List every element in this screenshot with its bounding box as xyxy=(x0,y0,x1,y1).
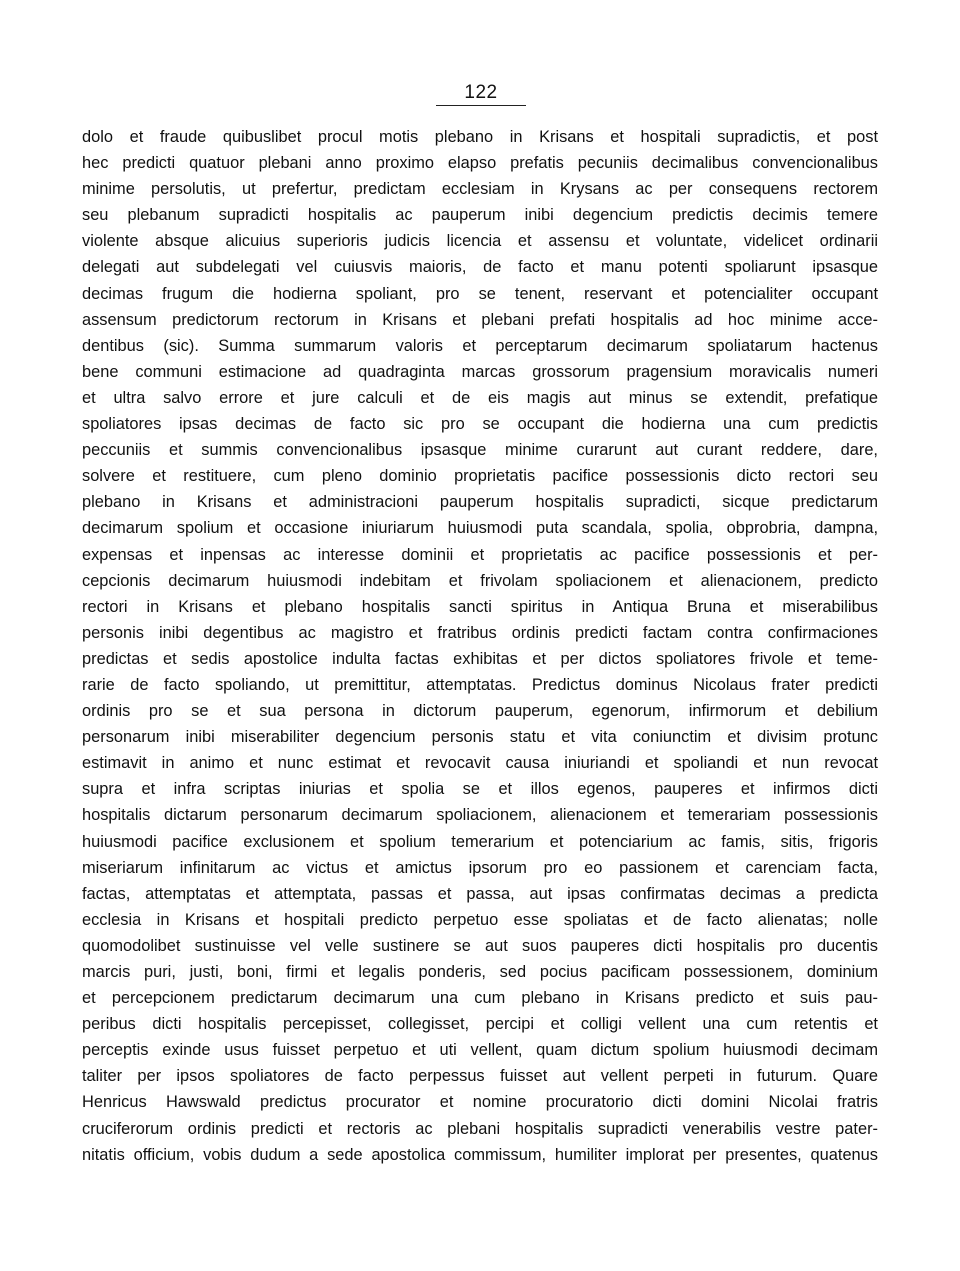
text-line: solvere et restituere, cum pleno dominio proprietatis pacifice possessionis dicto rectori seu xyxy=(82,467,878,486)
text-line: decimarum spolium et occasione iniuriarum huiusmodi puta scandala, spolia, obprobria, dampna, xyxy=(82,519,878,538)
text-line: assensum predictorum rectorum in Krisans et plebani prefati hospitalis ad hoc minime acce- xyxy=(82,310,878,329)
text-line: plebano in Krisans et administracioni pauperum hospitalis supradicti, sicque predictarum xyxy=(82,493,878,512)
text-line: hospitalis dictarum personarum decimarum spoliacionem, alienacionem et temerariam possessionis xyxy=(82,806,878,825)
text-line: peribus dicti hospitalis percepisset, collegisset, percipi et colligi vellent una cum retentis et xyxy=(82,1015,878,1034)
text-line: taliter per ipsos spoliatores de facto perpessus fuisset aut vellent perpeti in futurum. Quare xyxy=(82,1067,878,1086)
text-line: quomodolibet sustinuisse vel velle sustinere se aut suos pauperes dicti hospitalis pro ducentis xyxy=(82,936,878,955)
text-line: spoliatores ipsas decimas de facto sic pro se occupant die hodierna una cum predictis xyxy=(82,415,878,434)
text-line: et ultra salvo errore et jure calculi et de eis magis aut minus se extendit, prefatique xyxy=(82,388,878,407)
text-line: estimavit in animo et nunc estimat et revocavit causa iniuriandi et spoliandi et nun revocat xyxy=(82,754,878,773)
text-line: decimas frugum die hodierna spoliant, pro se tenent, reservant et potencialiter occupant xyxy=(82,284,878,303)
text-line: expensas et inpensas ac interesse dominii et proprietatis ac pacifice possessionis et per- xyxy=(82,545,878,564)
text-line: ordinis pro se et sua persona in dictorum pauperum, egenorum, infirmorum et debilium xyxy=(82,702,878,721)
text-line: supra et infra scriptas iniurias et spolia se et illos egenos, pauperes et infirmos dicti xyxy=(82,780,878,799)
text-line: et percepcionem predictarum decimarum una cum plebano in Krisans predicto et suis pau- xyxy=(82,989,878,1008)
text-line: bene communi estimacione ad quadraginta marcas grossorum pragensium moravicalis numeri xyxy=(82,362,878,381)
text-line: marcis puri, justi, boni, firmi et legalis ponderis, sed pocius pacificam possessionem, dominium xyxy=(82,963,878,981)
text-line: seu plebanum supradicti hospitalis ac pauperum inibi degencium predictis decimis temere xyxy=(82,206,878,225)
text-line: predictas et sedis apostolice indulta factas exhibitas et per dictos spoliatores frivole et teme- xyxy=(82,649,878,668)
text-line: nitatis officium, vobis dudum a sede apostolica commissum, humiliter implorat per presentes, quatenus xyxy=(82,1145,878,1164)
text-line: violente absque alicuius superioris judicis licencia et assensu et voluntate, videlicet ordinarii xyxy=(82,232,878,251)
text-line: miseriarum infinitarum ac victus et amictus ipsorum pro eo passionem et carenciam facta, xyxy=(82,858,878,877)
page-number-rule xyxy=(436,105,526,106)
text-line: factas, attemptatas et attemptata, passas et passa, aut ipsas confirmatas decimas a predicta xyxy=(82,884,878,903)
text-line: personarum inibi miserabiliter degencium personis statu et vita coniunctim et divisim protunc xyxy=(82,728,878,747)
text-line: hec predicti quatuor plebani anno proximo elapso prefatis pecuniis decimalibus convencionalibus xyxy=(82,154,878,173)
text-line: dolo et fraude quibuslibet procul motis plebano in Krisans et hospitali supradictis, et post xyxy=(82,128,878,146)
text-line: personis inibi degentibus ac magistro et fratribus ordinis predicti factam contra confirmaciones xyxy=(82,623,878,642)
text-line: cepcionis decimarum huiusmodi indebitam et frivolam spoliacionem et alienacionem, predicto xyxy=(82,571,878,590)
text-line: dentibus (sic). Summa summarum valoris et perceptarum decimarum spoliatarum hactenus xyxy=(82,336,878,355)
text-line: Henricus Hawswald predictus procurator et nomine procuratorio dicti domini Nicolai fratris xyxy=(82,1093,878,1112)
body-text xyxy=(82,124,878,1168)
text-line: delegati aut subdelegati vel cuiusvis maioris, de facto et manu potenti spoliarunt ipsasque xyxy=(82,258,878,277)
page-number: 122 xyxy=(464,82,498,103)
text-line: minime persolutis, ut prefertur, predictam ecclesiam in Krysans ac per consequens rectorem xyxy=(82,180,878,199)
text-line: rarie de facto spoliando, ut premittitur, attemptatas. Predictus dominus Nicolaus frater predicti xyxy=(82,675,878,694)
text-line: peccuniis et summis convencionalibus ipsasque minime curarunt aut curant reddere, dare, xyxy=(82,441,878,460)
text-line: perceptis exinde usus fuisset perpetuo et uti vellent, quam dictum spolium huiusmodi decimam xyxy=(82,1041,878,1060)
text-line: huiusmodi pacifice exclusionem et spolium temerarium et potenciarium ac famis, sitis, frigoris xyxy=(82,832,878,851)
text-line: ecclesia in Krisans et hospitali predicto perpetuo esse spoliatas et de facto alienatas; nolle xyxy=(82,910,878,929)
text-line: cruciferorum ordinis predicti et rectoris ac plebani hospitalis supradicti venerabilis vestre pater- xyxy=(82,1119,878,1138)
text-line: rectori in Krisans et plebano hospitalis sancti spiritus in Antiqua Bruna et miserabilibus xyxy=(82,597,878,616)
